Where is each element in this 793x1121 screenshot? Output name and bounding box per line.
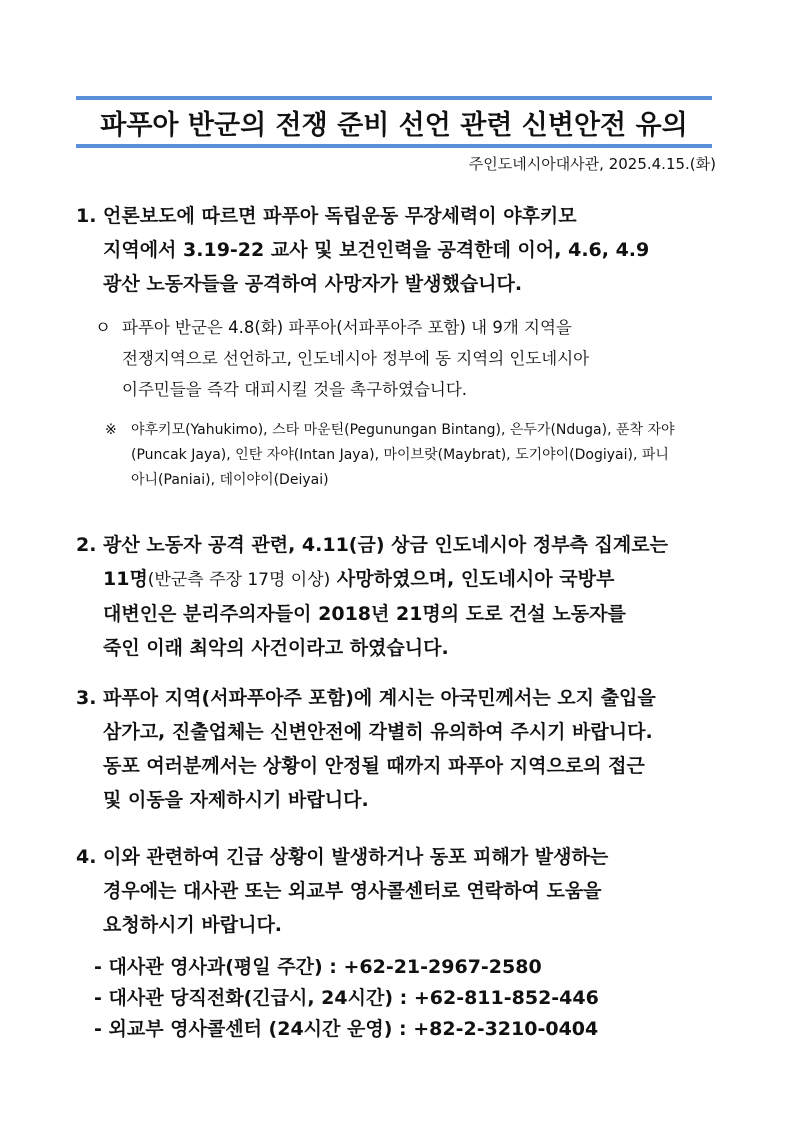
item-2-line-3: 대변인은 분리주의자들이 2018년 21명의 도로 건설 노동자를 [103, 603, 626, 625]
casualty-count-note: (반군측 주장 17명 이상) [147, 570, 331, 590]
item-2-line-2 [76, 562, 726, 597]
item-3 [76, 681, 726, 817]
issuer-date: 주인도네시아대사관, 2025.4.15.(화) [468, 155, 716, 173]
contact-duty-phone: - 대사관 당직전화(긴급시, 24시간) : +62-811-852-446 [94, 987, 599, 1009]
title-rule-top [76, 96, 712, 100]
item-4-line-2: 경우에는 대사관 또는 외교부 영사콜센터로 연락하여 도움을 [103, 880, 602, 902]
note-line-3: 아니(Paniai), 데이야이(Deiyai) [131, 472, 329, 488]
sub-bullet-line-3: 이주민들을 즉각 대피시킬 것을 촉구하였습니다. [122, 380, 468, 399]
contact-list [76, 952, 726, 1045]
item-1-line-1: 1. 언론보도에 따르면 파푸아 독립운동 무장세력이 야후키모 [76, 205, 577, 227]
reference-mark-icon: ※ [105, 422, 117, 438]
item-3-line-3: 동포 여러분께서는 상황이 안정될 때까지 파푸아 지역으로의 접근 [103, 755, 645, 777]
item-4-line-1: 4. 이와 관련하여 긴급 상황이 발생하거나 동포 피해가 발생하는 [76, 846, 609, 868]
sub-bullet [76, 312, 726, 405]
item-3-line-2: 삼가고, 진출업체는 신변안전에 각별히 유의하여 주시기 바랍니다. [103, 721, 653, 743]
sub-bullet-line-2: 전쟁지역으로 선언하고, 인도네시아 정부에 동 지역의 인도네시아 [122, 349, 590, 368]
casualty-count: 11명 [103, 568, 148, 590]
note-text-1: 야후키모(Yahukimo), 스타 마운틴(Pegunungan Bintang), 은두가(Nduga), 푼착 자야 [131, 422, 675, 438]
contact-call-center: - 외교부 영사콜센터 (24시간 운영) : +82-2-3210-0404 [94, 1018, 599, 1040]
item-3-line-1: 3. 파푸아 지역(서파푸아주 포함)에 계시는 아국민께서는 오지 출입을 [76, 687, 656, 709]
item-3-line-4: 및 이동을 자제하시기 바랍니다. [103, 789, 369, 811]
item-2-line-4: 죽인 이래 최악의 사건이라고 하였습니다. [103, 637, 449, 659]
contact-consular: - 대사관 영사과(평일 주간) : +62-21-2967-2580 [94, 956, 542, 978]
item-1-line-2: 지역에서 3.19-22 교사 및 보건인력을 공격한데 이어, 4.6, 4.9 [103, 239, 650, 261]
item-1-line-3: 광산 노동자들을 공격하여 사망자가 발생했습니다. [103, 273, 523, 295]
sub-bullet-line-1 [76, 312, 726, 343]
note-line-1 [76, 418, 726, 443]
item-4 [76, 840, 726, 942]
sub-bullet-text-1: 파푸아 반군은 4.8(화) 파푸아(서파푸아주 포함) 내 9개 지역을 [122, 318, 572, 337]
item-4-line-3: 요청하시기 바랍니다. [103, 914, 283, 936]
item-2-line-1: 2. 광산 노동자 공격 관련, 4.11(금) 상금 인도네시아 정부측 집계로는 [76, 534, 668, 556]
title-rule-bottom [76, 144, 712, 148]
page-title: 파푸아 반군의 전쟁 준비 선언 관련 신변안전 유의 [100, 110, 688, 141]
note-line-2: (Puncak Jaya), 인탄 자야(Intan Jaya), 마이브랏(Maybrat), 도기야이(Dogiyai), 파니 [131, 447, 669, 463]
region-note [76, 418, 726, 493]
bullet-circle-icon: ㅇ [95, 318, 111, 337]
item-1 [76, 199, 726, 301]
item-2 [76, 528, 726, 665]
item-2-line-2-text: 사망하였으며, 인도네시아 국방부 [336, 568, 615, 590]
